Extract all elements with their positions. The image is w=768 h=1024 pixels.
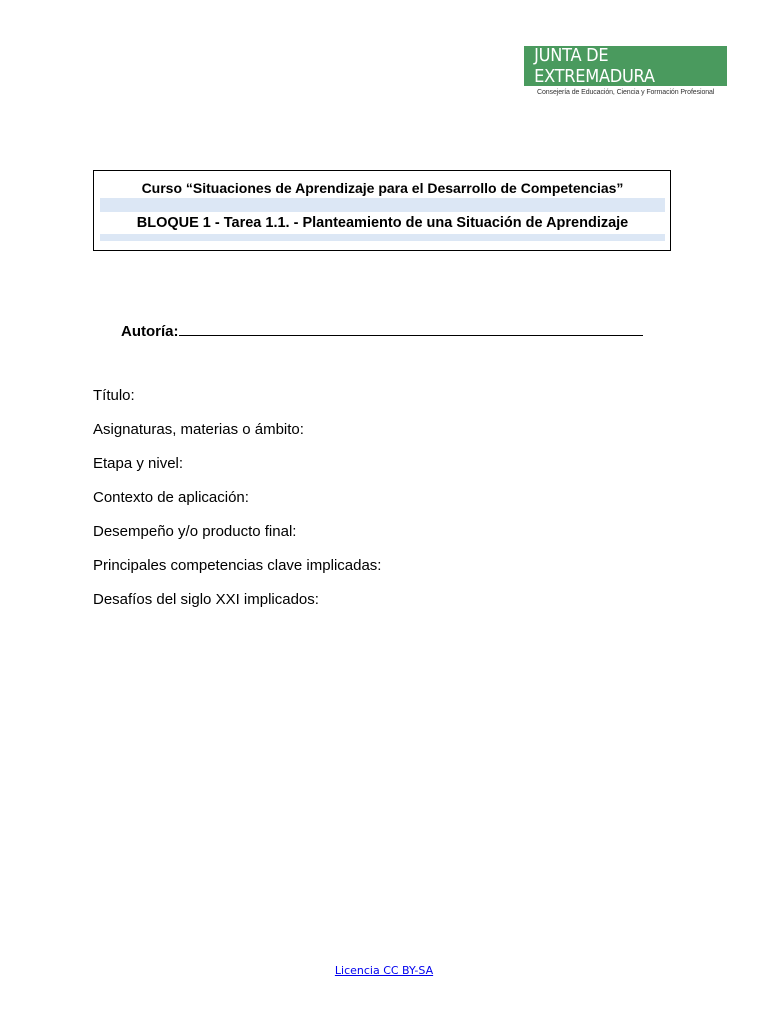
logo-brand-text: JUNTA DE EXTREMADURA: [534, 46, 717, 86]
logo-subtitle: Consejería de Educación, Ciencia y Formación Profesional: [537, 89, 715, 96]
task-title: BLOQUE 1 - Tarea 1.1. - Planteamiento de una Situación de Aprendizaje: [100, 212, 665, 234]
title-highlight: [100, 179, 665, 241]
field-performance-product: Desempeño y/o producto final:: [93, 523, 297, 540]
field-subjects: Asignaturas, materias o ámbito:: [93, 421, 304, 438]
field-context: Contexto de aplicación:: [93, 489, 249, 506]
license-footer: [0, 964, 768, 977]
course-title-box: [93, 170, 671, 251]
field-21st-century-challenges: Desafíos del siglo XXI implicados:: [93, 591, 319, 608]
field-title: Título:: [93, 387, 135, 404]
authorship-field: [121, 320, 643, 340]
field-key-competences: Principales competencias clave implicadas:: [93, 557, 382, 574]
logo-banner: [524, 46, 727, 86]
junta-extremadura-logo: [524, 46, 727, 96]
course-title: Curso “Situaciones de Aprendizaje para el Desarrollo de Competencias”: [100, 179, 665, 198]
authorship-label: Autoría:: [121, 323, 179, 340]
authorship-blank-line[interactable]: [179, 320, 643, 336]
form-field-list: [93, 386, 381, 624]
license-link[interactable]: Licencia CC BY-SA: [334, 964, 434, 977]
field-stage-level: Etapa y nivel:: [93, 455, 184, 472]
